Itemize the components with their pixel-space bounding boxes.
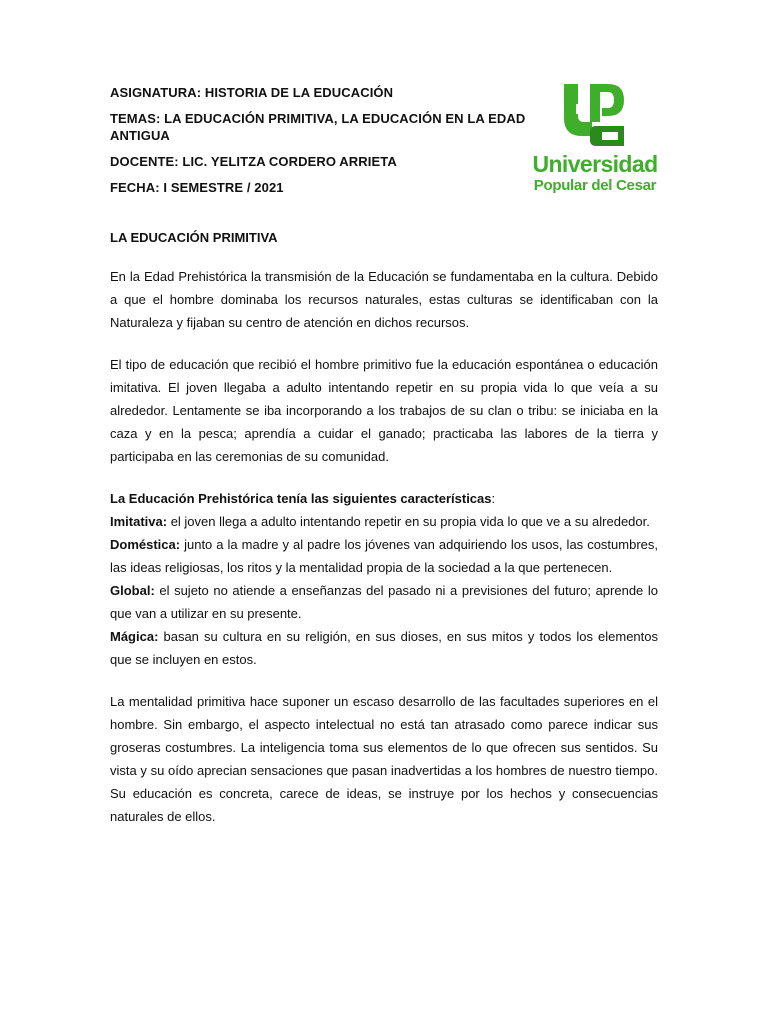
paragraph: El tipo de educación que recibió el hombre primitivo fue la educación espontánea o educación imitativa. El joven llegaba a adulto intentando repetir en su propia vida lo que veía a su alrededor. Lentamente se iba incorporando a los trabajos de su clan o tribu: se iniciaba en la caza y en la pesca; aprendía a cuidar el ganado; practicaba las labores de la tierra y participaba en las ceremonias de su comunidad. xyxy=(110,357,658,464)
logo-name: Universidad xyxy=(532,151,658,177)
characteristics-title-colon: : xyxy=(491,491,496,506)
topics-line: TEMAS: LA EDUCACIÓN PRIMITIVA, LA EDUCACIÓN EN LA EDAD ANTIGUA xyxy=(110,111,526,143)
subject-line: ASIGNATURA: HISTORIA DE LA EDUCACIÓN xyxy=(110,85,394,100)
section-title: LA EDUCACIÓN PRIMITIVA xyxy=(110,230,278,245)
document-body xyxy=(110,229,658,847)
upc-logo-mark-icon xyxy=(562,82,626,148)
teacher-line: DOCENTE: LIC. YELITZA CORDERO ARRIETA xyxy=(110,154,397,169)
characteristic-term: Doméstica: xyxy=(110,537,181,552)
characteristic-text: el joven llega a adulto intentando repetir en su propia vida lo que ve a su alrededor. xyxy=(167,514,650,529)
characteristic-item xyxy=(110,533,658,579)
characteristic-text: basan su cultura en su religión, en sus dioses, en sus mitos y todos los elementos que se incluyen en estos. xyxy=(110,629,658,667)
characteristic-item xyxy=(110,510,658,533)
characteristic-item xyxy=(110,579,658,625)
characteristic-term: Mágica: xyxy=(110,629,159,644)
characteristics-title-text: La Educación Prehistórica tenía las siguientes características xyxy=(110,491,492,506)
paragraph: En la Edad Prehistórica la transmisión de la Educación se fundamentaba en la cultura. Debido a que el hombre dominaba los recursos naturales, estas culturas se identificaban con la Naturaleza y fijaban su centro de atención en dichos recursos. xyxy=(110,269,658,330)
date-line: FECHA: I SEMESTRE / 2021 xyxy=(110,180,284,195)
characteristic-term: Global: xyxy=(110,583,155,598)
characteristic-text: el sujeto no atiende a enseñanzas del pasado ni a previsiones del futuro; aprende lo que van a utilizar en su presente. xyxy=(110,583,658,621)
characteristic-term: Imitativa: xyxy=(110,514,168,529)
document-header xyxy=(110,84,530,205)
university-logo xyxy=(530,82,660,200)
characteristics-list xyxy=(110,487,658,671)
closing-paragraph: La mentalidad primitiva hace suponer un escaso desarrollo de las facultades superiores en el hombre. Sin embargo, el aspecto intelectual no está tan atrasado como parece indicar sus groseras costumbres. La inteligencia toma sus elementos de lo que ofrecen sus sentidos. Su vista y su oído aprecian sensaciones que pasan inadvertidas a los hombres de nuestro tiempo. Su educación es concreta, carece de ideas, se instruye por los hechos y consecuencias naturales de ellos. xyxy=(110,694,658,824)
characteristic-item xyxy=(110,625,658,671)
characteristics-title xyxy=(110,487,658,510)
characteristic-text: junto a la madre y al padre los jóvenes van adquiriendo los usos, las costumbres, las ideas religiosas, los ritos y la mentalidad propia de la sociedad a la que pertenecen. xyxy=(110,537,658,575)
logo-subname: Popular del Cesar xyxy=(533,177,657,194)
